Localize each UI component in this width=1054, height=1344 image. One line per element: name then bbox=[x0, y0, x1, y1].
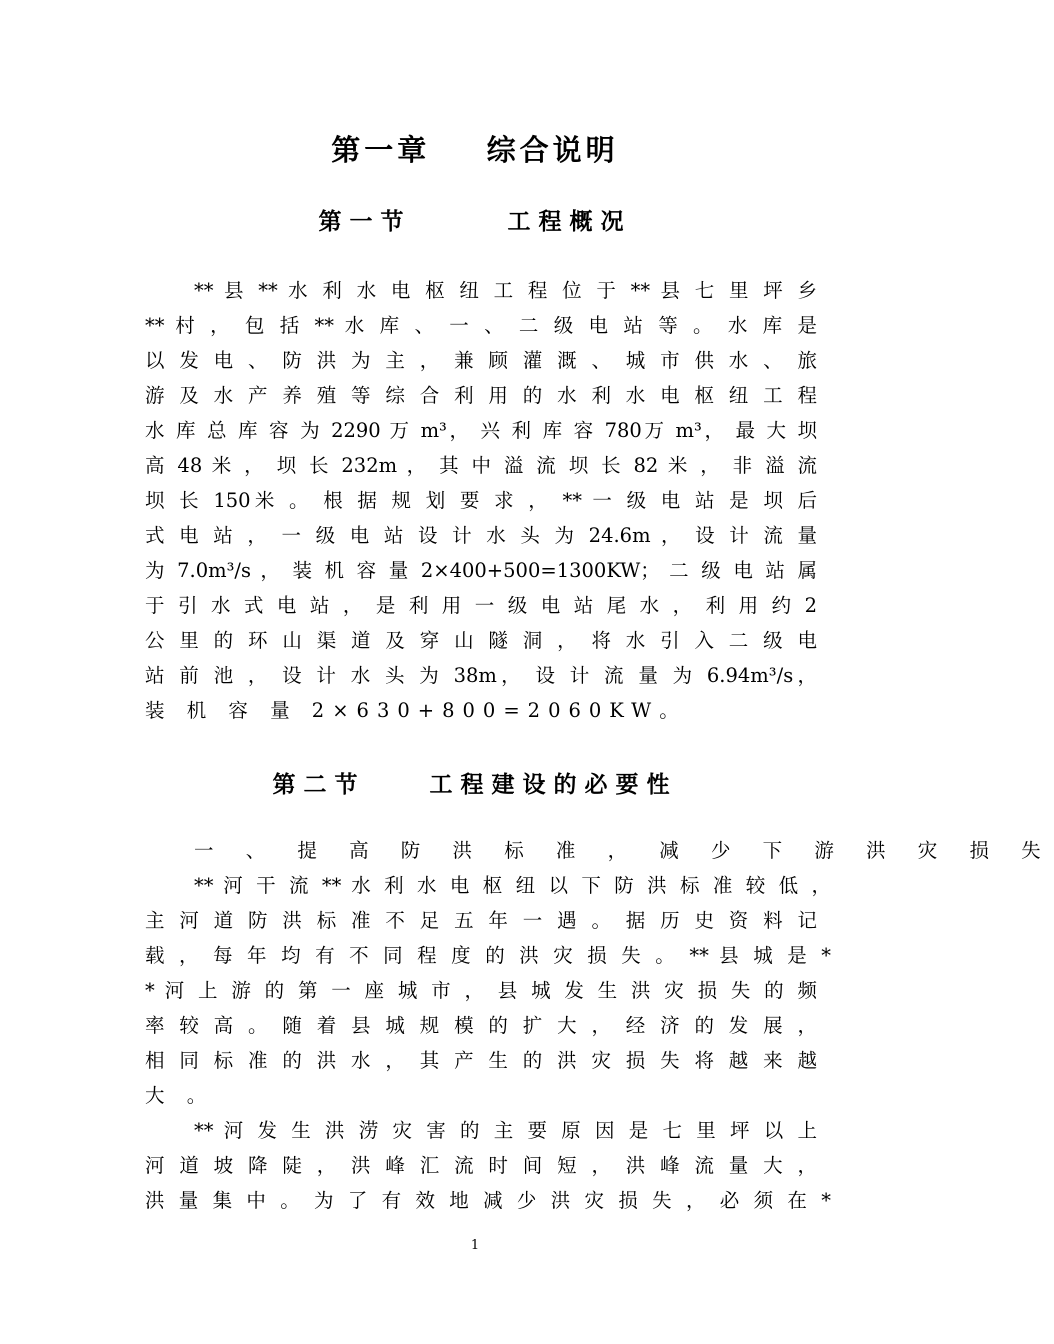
paragraph-line: 以 发 电 、 防 洪 为 主 ， 兼 顾 灌 溉 、 城 市 供 水 、 旅 bbox=[145, 349, 817, 372]
paragraph-line: 坝 长 150米 。 根 据 规 划 要 求 ， ** 一 级 电 站 是 坝 后 bbox=[145, 489, 817, 512]
paragraph-line: 大 。 bbox=[145, 1084, 215, 1107]
paragraph-line: 公 里 的 环 山 渠 道 及 穿 山 隧 洞 ， 将 水 引 入 二 级 电 bbox=[145, 629, 817, 652]
paragraph-line: 相 同 标 准 的 洪 水 ， 其 产 生 的 洪 灾 损 失 将 越 来 越 bbox=[145, 1049, 817, 1072]
section-title: 第一节 工程概况 bbox=[318, 209, 632, 235]
paragraph-line: 站 前 池 ， 设 计 水 头 为 38m， 设 计 流 量 为 6.94m³/s， bbox=[145, 664, 817, 687]
paragraph-line: 水 库 总 库 容 为 2290 万 m³， 兴 利 库 容 780万 m³， 最 大 坝 bbox=[145, 419, 817, 442]
paragraph-line: 式 电 站 ， 一 级 电 站 设 计 水 头 为 24.6m ， 设 计 流 量 bbox=[145, 524, 817, 547]
paragraph-line: 高 48 米 ， 坝 长 232m ， 其 中 溢 流 坝 长 82 米 ， 非 溢 流 bbox=[145, 454, 817, 477]
paragraph-line: * 河 上 游 的 第 一 座 城 市 ， 县 城 发 生 洪 灾 损 失 的 频 bbox=[145, 979, 817, 1002]
page-number: 1 bbox=[470, 1238, 480, 1253]
paragraph-line: ** 河 干 流 ** 水 利 水 电 枢 纽 以 下 防 洪 标 准 较 低 ， bbox=[194, 874, 831, 897]
paragraph-line: 装 机 容 量 2×630+800=2060KW。 bbox=[145, 699, 687, 722]
paragraph-line: ** 县 ** 水 利 水 电 枢 纽 工 程 位 于 ** 县 七 里 坪 乡 bbox=[194, 279, 817, 302]
section-title: 第二节 工程建设的必要性 bbox=[272, 772, 678, 798]
paragraph-line: 洪 量 集 中 。 为 了 有 效 地 减 少 洪 灾 损 失 ， 必 须 在 * bbox=[145, 1189, 831, 1212]
paragraph-line: 游 及 水 产 养 殖 等 综 合 利 用 的 水 利 水 电 枢 纽 工 程 bbox=[145, 384, 817, 407]
chapter-title: 第一章 综合说明 bbox=[331, 133, 619, 167]
paragraph-line: 率 较 高 。 随 着 县 城 规 模 的 扩 大 ， 经 济 的 发 展 ， bbox=[145, 1014, 817, 1037]
paragraph-line: 于 引 水 式 电 站 ， 是 利 用 一 级 电 站 尾 水 ， 利 用 约 2 bbox=[145, 594, 817, 617]
subheading: 一 、 提 高 防 洪 标 准 ， 减 少 下 游 洪 灾 损 失 bbox=[194, 839, 1054, 862]
paragraph-line: 主 河 道 防 洪 标 准 不 足 五 年 一 遇 。 据 历 史 资 料 记 bbox=[145, 909, 817, 932]
paragraph-line: 为 7.0m³/s ， 装 机 容 量 2×400+500=1300KW； 二 级 电 站 属 bbox=[145, 559, 817, 582]
paragraph-line: 载 ， 每 年 均 有 不 同 程 度 的 洪 灾 损 失 。 ** 县 城 是 * bbox=[145, 944, 831, 967]
paragraph-line: ** 村 ， 包 括 ** 水 库 、 一 、 二 级 电 站 等 。 水 库 是 bbox=[145, 314, 817, 337]
paragraph-line: 河 道 坡 降 陡 ， 洪 峰 汇 流 时 间 短 ， 洪 峰 流 量 大 ， bbox=[145, 1154, 817, 1177]
paragraph-line: ** 河 发 生 洪 涝 灾 害 的 主 要 原 因 是 七 里 坪 以 上 bbox=[194, 1119, 817, 1142]
